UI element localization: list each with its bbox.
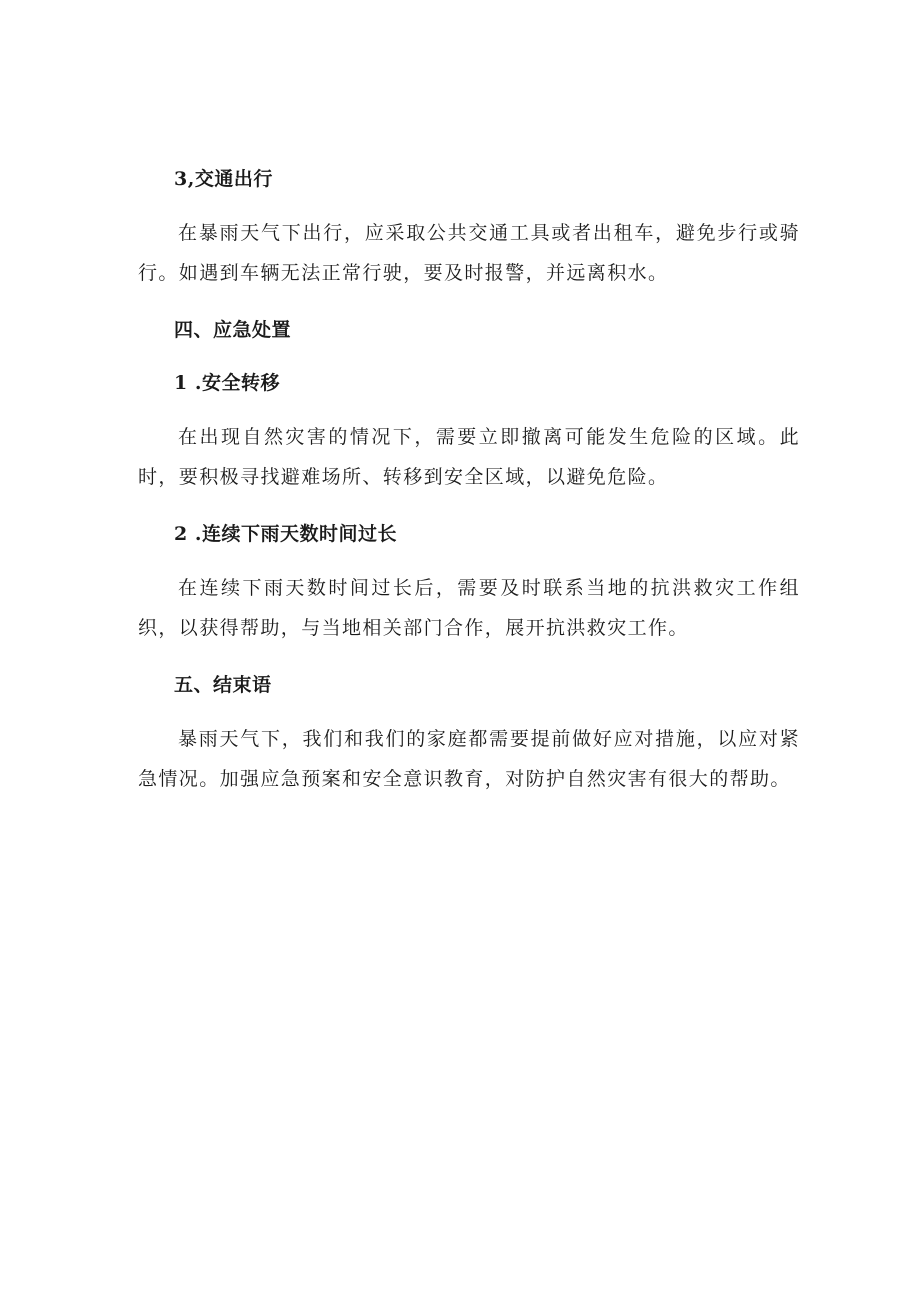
document-body	[138, 160, 800, 799]
paragraph-conclusion: 暴雨天气下，我们和我们的家庭都需要提前做好应对措施，以应对紧急情况。加强应急预案和安全意识教育，对防护自然灾害有很大的帮助。	[138, 728, 800, 790]
paragraph-traffic: 在暴雨天气下出行，应采取公共交通工具或者出租车，避免步行或骑行。如遇到车辆无法正常行驶，要及时报警，并远离积水。	[138, 222, 800, 284]
heading-traffic: 3,交通出行	[174, 168, 273, 190]
heading-prolonged-rain: 2 .连续下雨天数时间过长	[174, 523, 397, 545]
paragraph-prolonged-rain: 在连续下雨天数时间过长后，需要及时联系当地的抗洪救灾工作组织，以获得帮助，与当地相关部门合作，展开抗洪救灾工作。	[138, 577, 800, 639]
heading-safe-evacuation: 1 .安全转移	[174, 372, 280, 394]
paragraph-safe-evacuation: 在出现自然灾害的情况下，需要立即撤离可能发生危险的区域。此时，要积极寻找避难场所、转移到安全区域，以避免危险。	[138, 426, 800, 488]
heading-conclusion: 五、结束语	[174, 674, 272, 696]
heading-emergency-response: 四、应急处置	[174, 319, 292, 341]
